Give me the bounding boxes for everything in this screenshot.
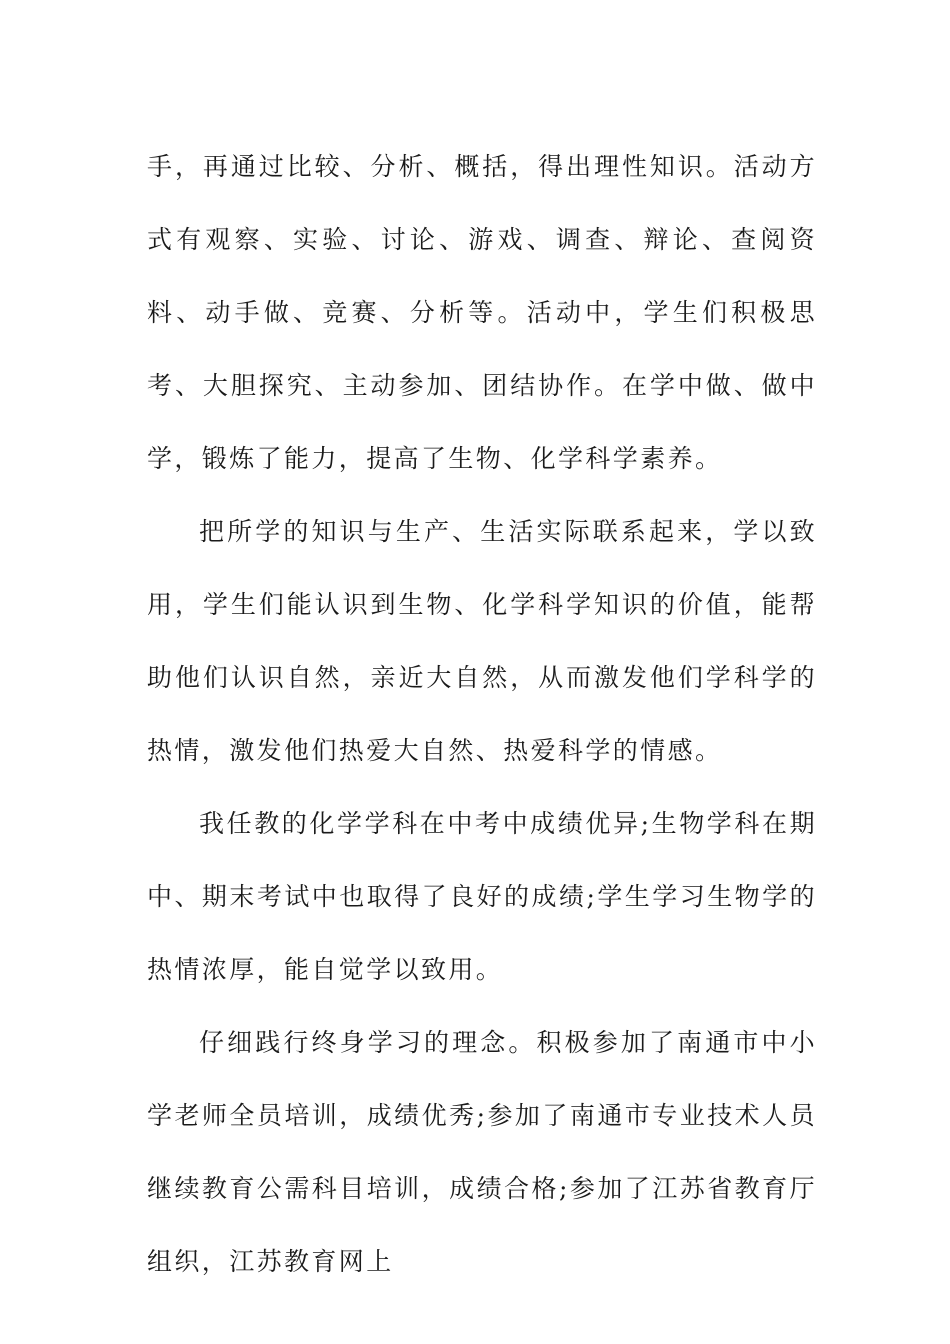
body-text bbox=[147, 130, 817, 1298]
paragraph-2: 把所学的知识与生产、生活实际联系起来，学以致用，学生们能认识到生物、化学科学知识的价值，能帮助他们认识自然，亲近大自然，从而激发他们学科学的热情，激发他们热爱大自然、热爱科学的情感。 bbox=[147, 517, 817, 765]
paragraph-3: 我任教的化学学科在中考中成绩优异;生物学科在期中、期末考试中也取得了良好的成绩;学生学习生物学的热情浓厚，能自觉学以致用。 bbox=[147, 809, 817, 984]
paragraph-1: 手，再通过比较、分析、概括，得出理性知识。活动方式有观察、实验、讨论、游戏、调查、辩论、查阅资料、动手做、竞赛、分析等。活动中，学生们积极思考、大胆探究、主动参加、团结协作。在学中做、做中学，锻炼了能力，提高了生物、化学科学素养。 bbox=[147, 152, 817, 473]
paragraph-4: 仔细践行终身学习的理念。积极参加了南通市中小学老师全员培训，成绩优秀;参加了南通市专业技术人员继续教育公需科目培训，成绩合格;参加了江苏省教育厅组织，江苏教育网上 bbox=[147, 1028, 817, 1276]
